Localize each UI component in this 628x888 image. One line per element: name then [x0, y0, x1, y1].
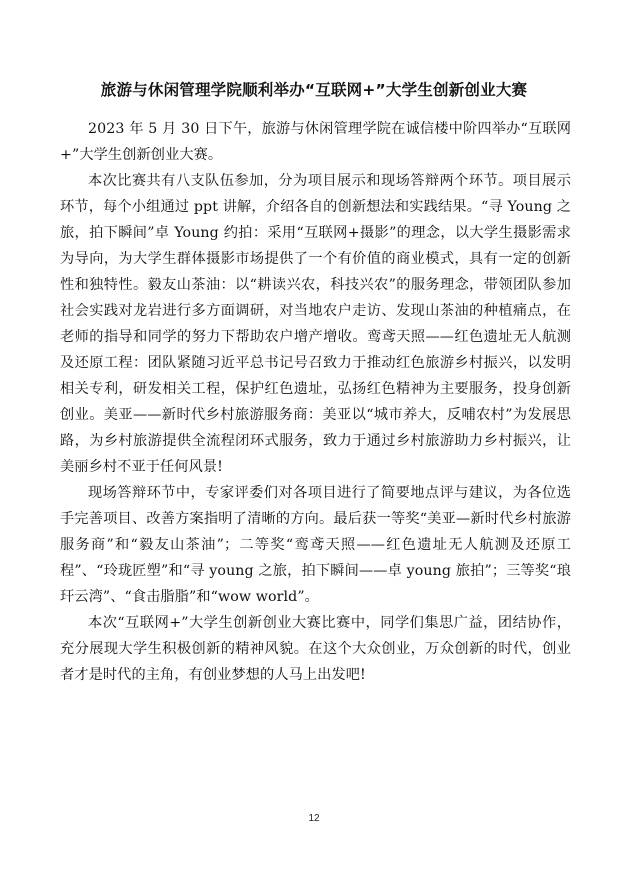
paragraph-results: 现场答辩环节中，专家评委们对各项目进行了简要地点评与建议，为各位选手完善项目、改善方案指明了清晰的方向。最后获一等奖“美亚—新时代乡村旅游服务商”和“毅友山茶油”；二等奖“鸾鸢天照——红色遗址无人航测及还原工程”、“玲珑匠塑”和“寻 young 之旅，拍下瞬间——卓 young 旅拍”；三等奖“琅玕云湾”、“食击脂脂”和“wow world”。 — [60, 485, 571, 605]
page-number: 12 — [308, 813, 320, 824]
paragraph-conclusion: 本次“互联网+”大学生创新创业大赛比赛中，同学们集思广益，团结协作，充分展现大学生积极创新的精神风貌。在这个大众创业，万众创新的时代，创业者才是时代的主角，有创业梦想的人马上出发吧! — [60, 615, 571, 683]
paragraph-competition-details: 本次比赛共有八支队伍参加，分为项目展示和现场答辩两个环节。项目展示环节，每个小组通过 ppt 讲解，介绍各自的创新想法和实践结果。“寻 Young 之旅，拍下瞬间”卓 Young 约拍：采用“互联网+摄影”的理念，以大学生摄影需求为导向，为大学生群体摄影市场提供了一个有价值的商业模式，具有一定的创新性和独特性。毅友山茶油：以“耕读兴农，科技兴农”的服务理念，带领团队参加社会实践对龙岩进行多方面调研，对当地农户走访、发现山茶油的种植痛点，在老师的指导和同学的努力下帮助农户增产增收。鸾鸢天照——红色遗址无人航测及还原工程：团队紧随习近平总书记号召致力于推动红色旅游乡村振兴，以发明相关专利，研发相关工程，保护红色遗址，弘扬红色精神为主要服务，投身创新创业。美亚——新时代乡村旅游服务商：美亚以“城市养大，反哺农村”为发展思路，为乡村旅游提供全流程闭环式服务，致力于通过乡村旅游助力乡村振兴，让美丽乡村不亚于任何风景! — [60, 173, 571, 475]
article-body — [60, 116, 571, 688]
article-title: 旅游与休闲管理学院顺利举办“互联网+”大学生创新创业大赛 — [100, 81, 528, 99]
paragraph-intro: 2023 年 5 月 30 日下午，旅游与休闲管理学院在诚信楼中阶四举办“互联网+”大学生创新创业大赛。 — [60, 121, 571, 163]
